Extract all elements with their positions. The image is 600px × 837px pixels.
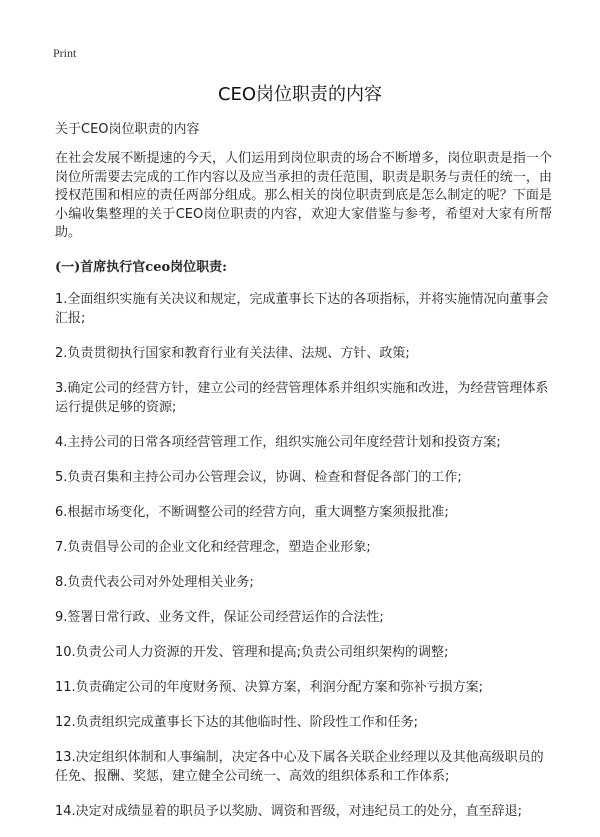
page-title: CEO岗位职责的内容 bbox=[217, 84, 383, 105]
section-heading: (一)首席执行官ceo岗位职责: bbox=[55, 259, 227, 275]
list-item: 13.决定组织体制和人事编制，决定各中心及下属各关联企业经理以及其他高级职员的任免、报酬、奖惩，建立健全公司统一、高效的组织体系和工作体系; bbox=[55, 749, 544, 784]
list-item: 7.负责倡导公司的企业文化和经营理念，塑造企业形象; bbox=[55, 539, 371, 555]
list-item: 12.负责组织完成董事长下达的其他临时性、阶段性工作和任务; bbox=[55, 714, 419, 730]
list-item: 11.负责确定公司的年度财务预、决算方案，利润分配方案和弥补亏损方案; bbox=[55, 679, 484, 695]
document-body bbox=[55, 120, 552, 837]
list-item: 14.决定对成绩显着的职员予以奖励、调资和晋级，对违纪员工的处分，直至辞退; bbox=[55, 803, 523, 819]
list-item: 6.根据市场变化，不断调整公司的经营方向，重大调整方案须报批准; bbox=[55, 504, 449, 520]
list-item: 1.全面组织实施有关决议和规定，完成董事长下达的各项指标，并将实施情况向董事会汇报; bbox=[55, 291, 549, 326]
list-item: 9.签署日常行政、业务文件，保证公司经营运作的合法性; bbox=[55, 609, 384, 625]
list-item: 10.负责公司人力资源的开发、管理和提高;负责公司组织架构的调整; bbox=[55, 644, 449, 660]
print-link[interactable]: Print bbox=[53, 46, 77, 60]
list-item: 4.主持公司的日常各项经营管理工作，组织实施公司年度经营计划和投资方案; bbox=[55, 434, 501, 450]
list-item: 5.负责召集和主持公司办公管理会议，协调、检查和督促各部门的工作; bbox=[55, 469, 462, 485]
list-item: 2.负责贯彻执行国家和教育行业有关法律、法规、方针、政策; bbox=[55, 345, 410, 361]
intro-paragraph: 在社会发展不断提速的今天，人们运用到岗位职责的场合不断增多，岗位职责是指一个岗位所需要去完成的工作内容以及应当承担的责任范围，职责是职务与责任的统一，由授权范围和相应的责任两部分组成。那么相关的岗位职责到底是怎么制定的呢？下面是小编收集整理的关于CEO岗位职责的内容，欢迎大家借鉴与参考，希望对大家有所帮助。 bbox=[55, 151, 552, 240]
duty-list bbox=[55, 290, 552, 821]
document-subtitle: 关于CEO岗位职责的内容 bbox=[55, 122, 200, 137]
list-item: 8.负责代表公司对外处理相关业务; bbox=[55, 574, 254, 590]
list-item: 3.确定公司的经营方针，建立公司的经营管理体系并组织实施和改进，为经营管理体系运行提供足够的资源; bbox=[55, 380, 549, 415]
